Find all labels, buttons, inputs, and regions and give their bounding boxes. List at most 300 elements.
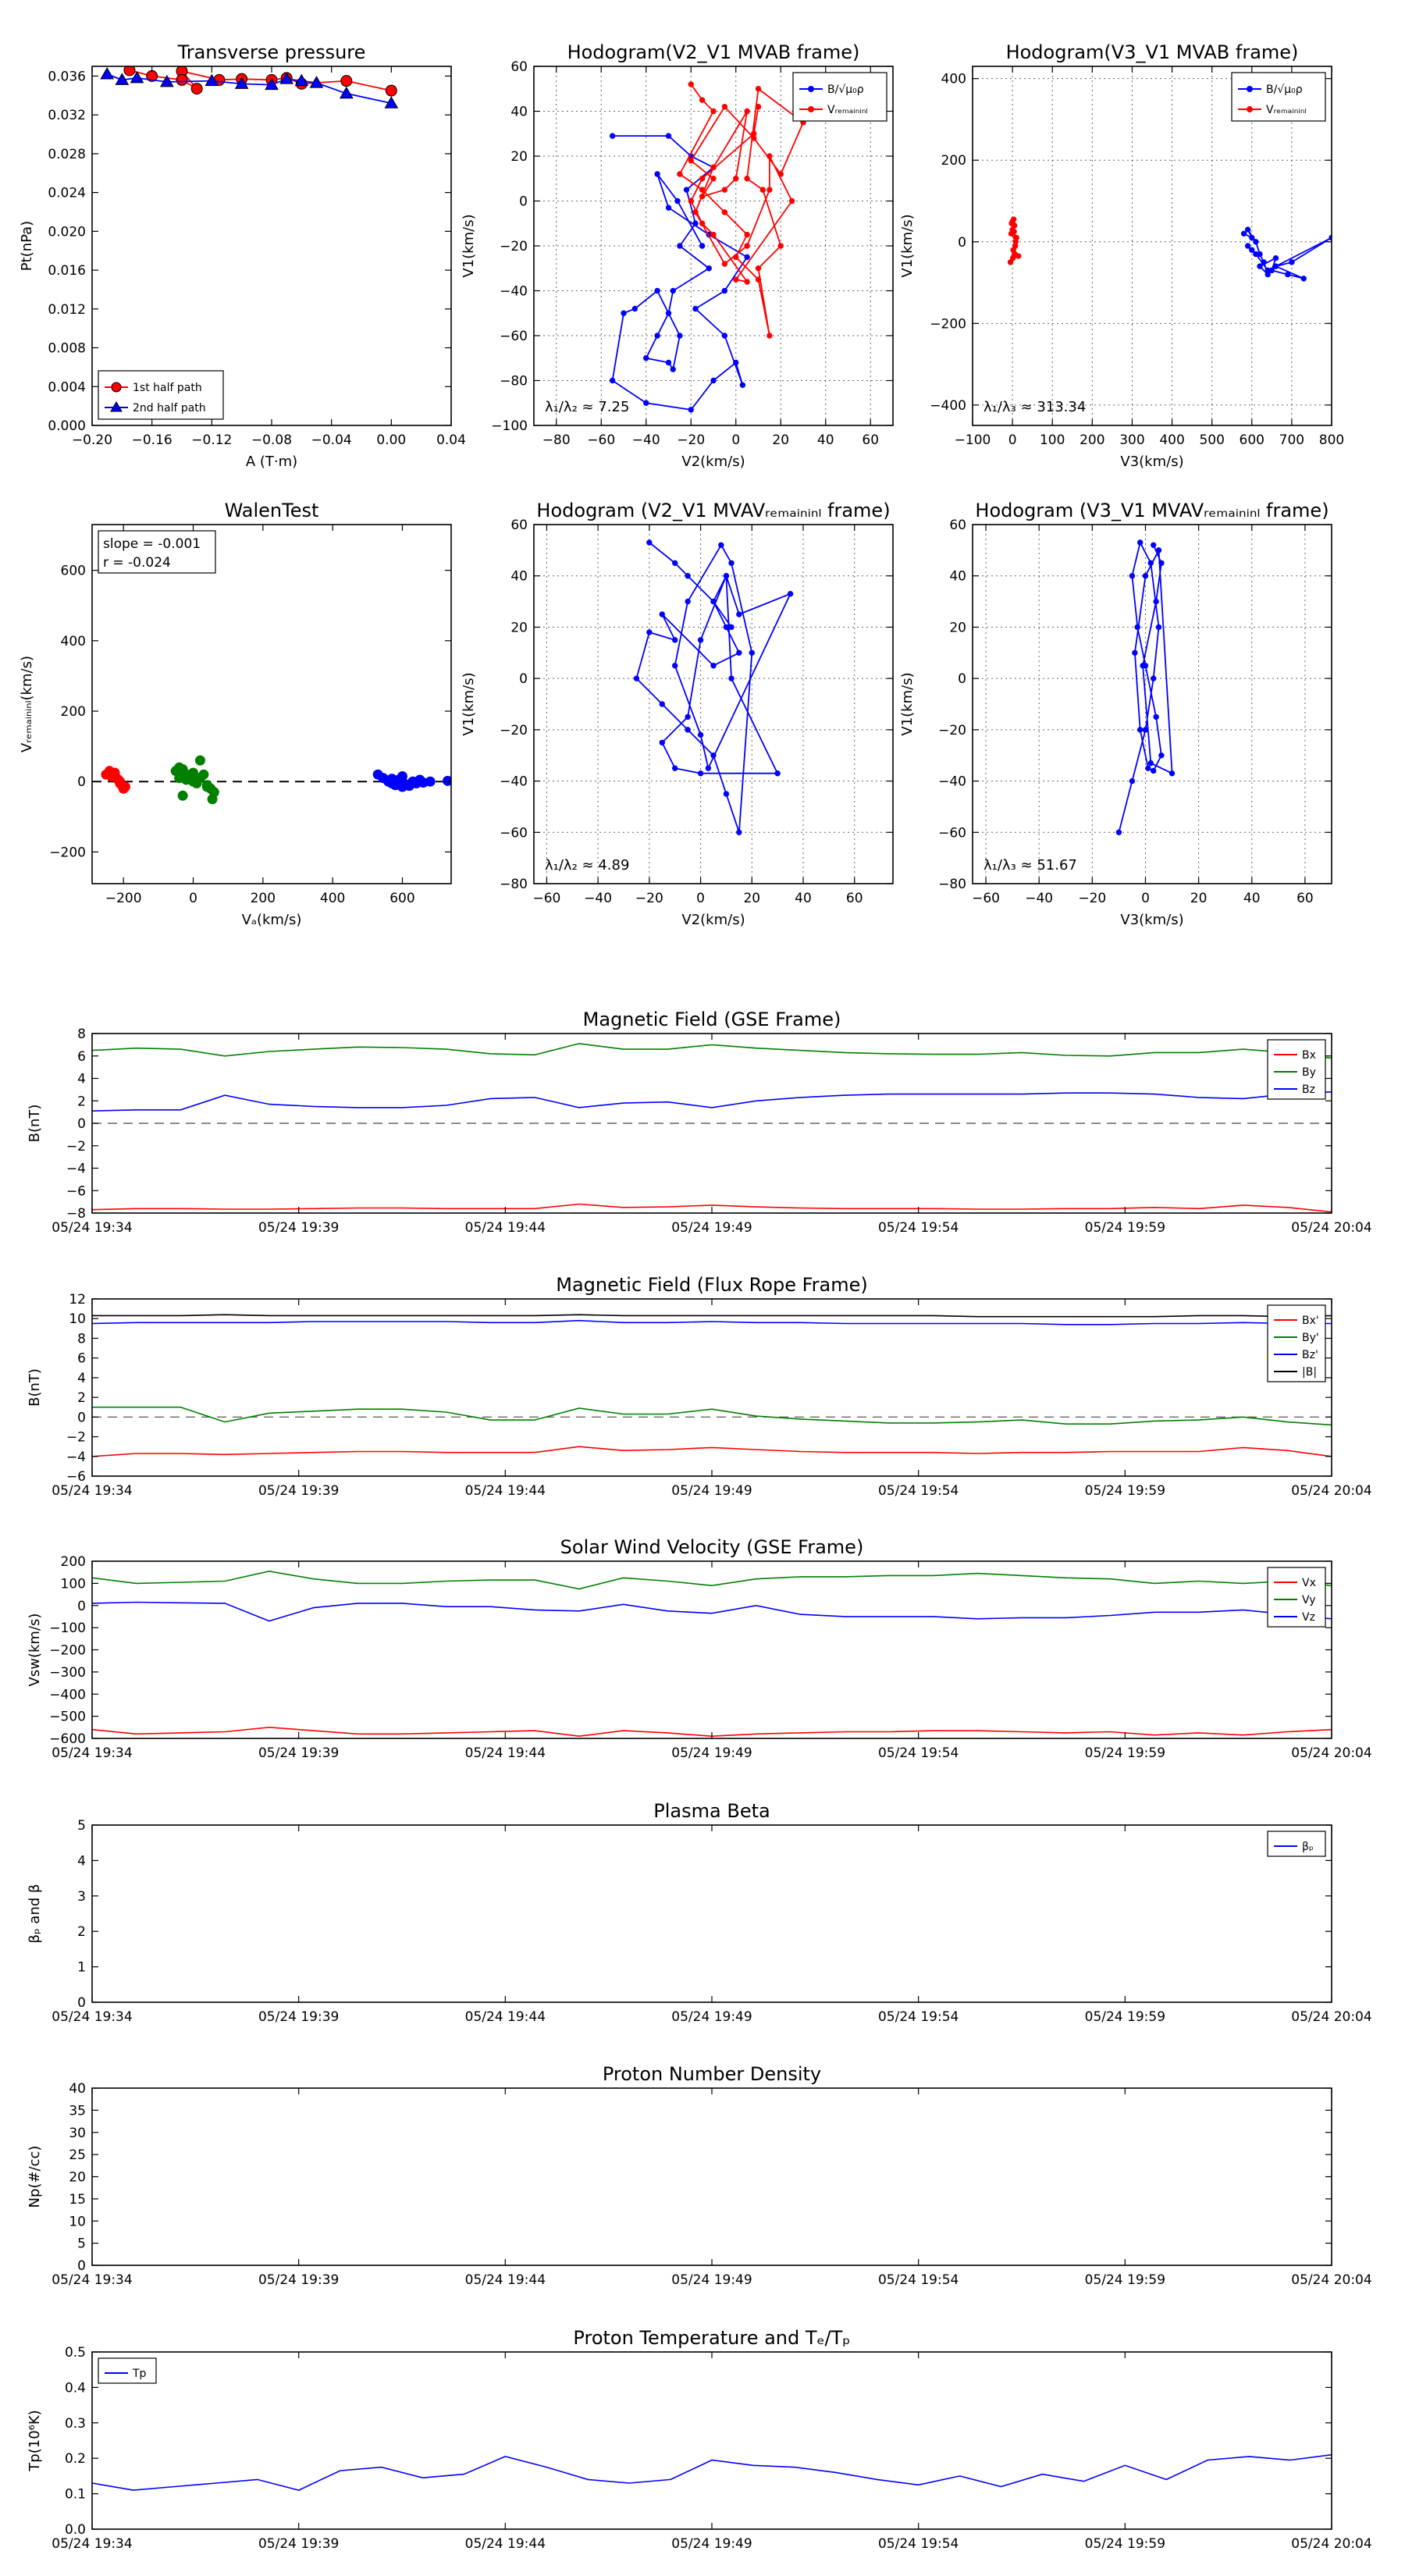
data-point	[734, 277, 738, 282]
series-line-2	[92, 1603, 1332, 1621]
series-line-2	[92, 1092, 1332, 1111]
data-point	[711, 232, 716, 237]
data-point	[208, 795, 217, 804]
legend-label: By	[1302, 1066, 1316, 1079]
chart-title: Hodogram (V2_V1 MVAVᵣₑₘₐᵢₙᵢₙₗ frame)	[536, 500, 891, 521]
y-tick-label: 40	[69, 2081, 86, 2097]
data-point	[610, 133, 614, 138]
data-point	[673, 560, 678, 565]
data-point	[199, 770, 208, 779]
data-point	[724, 624, 728, 629]
series-line-0	[92, 1446, 1332, 1457]
y-axis-label: βₚ and β	[27, 1884, 43, 1944]
y-tick-label: 6	[77, 1350, 86, 1367]
ts5-chart	[27, 2063, 1372, 2288]
data-point	[670, 367, 675, 372]
data-point	[1250, 247, 1254, 252]
data-point	[1148, 760, 1153, 765]
y-tick-label: −400	[49, 1687, 86, 1703]
data-point	[734, 254, 738, 259]
y-tick-label: 40	[510, 568, 528, 585]
data-point	[729, 624, 734, 629]
data-point	[752, 131, 756, 136]
x-tick-label: −40	[631, 432, 660, 448]
series-group	[1116, 540, 1175, 835]
series-group	[92, 1571, 1332, 1736]
data-point	[1129, 778, 1134, 783]
data-point	[1151, 543, 1156, 547]
x-tick-label: 05/24 19:49	[671, 2536, 752, 2552]
legend-marker	[1247, 87, 1253, 92]
x-tick-label: 200	[1080, 432, 1105, 448]
data-point	[706, 266, 711, 271]
legend-frame	[98, 2358, 156, 2383]
legend-label: Vᵣₑₘₐᵢₙᵢₙₗ	[827, 104, 868, 116]
ts3-chart	[27, 1536, 1372, 1761]
y-tick-label: 200	[941, 153, 966, 169]
h4-chart	[899, 500, 1332, 928]
data-point	[1241, 231, 1246, 236]
y-tick-label: −500	[49, 1709, 86, 1725]
data-point	[202, 782, 212, 792]
data-point	[1273, 264, 1278, 269]
data-point	[749, 650, 754, 655]
data-point	[1151, 676, 1156, 681]
x-tick-label: −80	[542, 432, 571, 448]
x-tick-label: 05/24 19:59	[1084, 2009, 1166, 2025]
data-point	[740, 382, 745, 387]
x-tick-label: 05/24 19:49	[671, 2009, 752, 2025]
y-tick-label: 0.0	[64, 2522, 86, 2538]
x-tick-label: −60	[532, 891, 561, 906]
x-tick-label: 05/24 19:44	[464, 1745, 546, 1761]
chart-legend	[1268, 1831, 1325, 1856]
y-tick-label: 2	[77, 1390, 86, 1407]
data-point	[734, 360, 738, 365]
legend-label: Vx	[1302, 1577, 1316, 1589]
x-tick-label: 600	[389, 891, 415, 906]
y-tick-label: 10	[69, 1311, 86, 1328]
y-tick-label: 0	[958, 234, 966, 251]
data-point	[1159, 753, 1164, 758]
y-tick-label: 0.008	[48, 340, 86, 357]
y-tick-label: 4	[77, 1853, 86, 1870]
series-line-0	[92, 2455, 1332, 2490]
x-tick-label: 05/24 19:49	[671, 1220, 752, 1236]
x-tick-label: 05/24 19:34	[52, 1220, 133, 1236]
data-point	[699, 187, 704, 192]
legend-label: B/√μ₀ρ	[1266, 84, 1303, 96]
ts6-chart	[27, 2327, 1372, 2552]
ts1-chart	[27, 1009, 1372, 1236]
data-point	[1289, 260, 1294, 265]
data-point	[176, 74, 187, 85]
data-point	[666, 205, 670, 210]
y-tick-label: −100	[49, 1621, 86, 1637]
legend-label: Vᵣₑₘₐᵢₙᵢₙₗ	[1266, 104, 1307, 116]
y-tick-label: 200	[60, 704, 86, 720]
y-axis-label: B(nT)	[27, 1104, 43, 1143]
x-tick-label: 05/24 19:44	[464, 1220, 546, 1236]
series-group	[634, 540, 793, 835]
y-axis-label: V1(km/s)	[899, 672, 916, 736]
data-point	[644, 400, 649, 405]
x-tick-label: 60	[845, 891, 863, 906]
data-point	[737, 830, 742, 834]
data-point	[724, 574, 728, 578]
data-point	[670, 288, 675, 293]
data-point	[778, 244, 783, 248]
x-tick-label: 400	[1159, 432, 1185, 448]
data-point	[675, 198, 680, 203]
data-point	[711, 176, 716, 181]
x-tick-label: 700	[1279, 432, 1305, 448]
data-point	[722, 210, 727, 215]
data-point	[711, 599, 716, 603]
x-tick-label: 05/24 19:59	[1084, 1220, 1166, 1236]
x-tick-label: −0.16	[131, 432, 173, 448]
data-point	[340, 87, 353, 98]
ts2-chart	[27, 1274, 1372, 1499]
data-point	[722, 333, 727, 338]
x-tick-label: 0.04	[436, 432, 466, 448]
data-point	[678, 172, 682, 176]
data-point	[1137, 540, 1142, 545]
data-point	[745, 254, 749, 259]
data-point	[655, 172, 660, 176]
y-tick-label: 100	[60, 1576, 86, 1592]
series-line-1	[92, 1407, 1332, 1425]
data-point	[175, 774, 184, 783]
data-point	[756, 105, 760, 109]
data-point	[767, 333, 772, 338]
x-tick-label: 05/24 20:04	[1291, 2272, 1372, 2288]
data-point	[1143, 728, 1147, 732]
chart-legend	[1232, 73, 1325, 121]
data-point	[101, 68, 113, 79]
x-tick-label: 05/24 19:44	[464, 2272, 546, 2288]
data-point	[647, 540, 652, 545]
x-axis-label: V2(km/s)	[681, 912, 745, 928]
x-tick-label: −0.08	[251, 432, 293, 448]
x-tick-label: 05/24 19:39	[258, 2272, 340, 2288]
y-tick-label: 400	[60, 633, 86, 649]
plot-frame	[92, 2352, 1332, 2529]
x-tick-label: 05/24 19:34	[52, 1745, 133, 1761]
x-tick-label: 05/24 19:44	[464, 2536, 546, 2552]
x-tick-label: 05/24 19:59	[1084, 1483, 1166, 1499]
data-point	[756, 87, 760, 91]
legend-label: By'	[1302, 1332, 1319, 1344]
y-tick-label: −40	[500, 774, 528, 790]
y-tick-label: 8	[77, 1026, 86, 1042]
data-point	[666, 133, 670, 138]
x-tick-label: 05/24 19:44	[464, 1483, 546, 1499]
data-point	[756, 266, 760, 271]
data-point	[698, 732, 702, 737]
data-point	[1009, 221, 1014, 226]
data-point	[737, 650, 742, 655]
y-tick-label: −40	[500, 283, 528, 300]
y-axis-label: V1(km/s)	[899, 214, 916, 278]
y-axis-label: Vᵣₑₘₐᵢₙᵢₙₗ(km/s)	[19, 656, 35, 753]
y-tick-label: 60	[949, 518, 966, 533]
data-point	[729, 676, 734, 681]
data-point	[685, 599, 690, 603]
x-tick-label: 20	[772, 432, 790, 448]
y-tick-label: 0	[77, 774, 86, 791]
data-point	[1012, 244, 1017, 248]
data-point	[788, 592, 792, 596]
x-axis-label: V2(km/s)	[681, 454, 745, 470]
series-line-3	[92, 1315, 1332, 1317]
chart-title: Plasma Beta	[653, 1800, 770, 1822]
y-tick-label: −200	[930, 316, 966, 333]
data-point	[1254, 251, 1258, 256]
data-point	[673, 638, 678, 642]
x-tick-label: 05/24 19:39	[258, 1745, 340, 1761]
data-point	[178, 791, 187, 800]
data-point	[1254, 240, 1258, 244]
y-tick-label: 5	[77, 1818, 86, 1834]
x-tick-label: 0.00	[376, 432, 407, 448]
data-point	[711, 378, 716, 382]
data-point	[1257, 264, 1262, 269]
data-point	[108, 770, 118, 779]
data-point	[1014, 235, 1019, 240]
y-tick-label: 6	[77, 1048, 86, 1065]
y-tick-label: 8	[77, 1331, 86, 1347]
data-point	[688, 198, 693, 203]
x-tick-label: 05/24 19:49	[671, 2272, 752, 2288]
data-point	[1146, 766, 1151, 770]
data-point	[1273, 255, 1278, 260]
legend-frame	[1268, 1567, 1325, 1627]
chart-title: Proton Number Density	[602, 2063, 822, 2085]
data-point	[678, 333, 682, 338]
data-point	[1169, 771, 1174, 776]
x-tick-label: 40	[1243, 891, 1261, 906]
x-tick-label: −20	[1078, 891, 1107, 906]
data-point	[660, 740, 664, 745]
x-tick-label: −40	[584, 891, 613, 906]
y-axis-label: Pt(nPa)	[19, 220, 35, 272]
series-group	[101, 65, 397, 108]
y-tick-label: 10	[69, 2214, 86, 2230]
legend-label: |B|	[1302, 1366, 1318, 1379]
data-point	[699, 194, 704, 199]
y-tick-label: −300	[49, 1664, 86, 1681]
series-line-1	[680, 84, 803, 336]
legend-marker	[1247, 107, 1253, 112]
chart-title: Magnetic Field (GSE Frame)	[582, 1009, 841, 1030]
x-axis-label: A (T·m)	[245, 454, 298, 470]
data-point	[1250, 235, 1254, 240]
y-tick-label: −60	[500, 825, 528, 841]
data-point	[693, 221, 698, 226]
x-tick-label: 400	[319, 891, 346, 906]
y-tick-label: 40	[949, 568, 966, 585]
chart-title: Hodogram(V3_V1 MVAB frame)	[1005, 41, 1299, 63]
chart-legend	[98, 2358, 156, 2383]
series-line-1	[92, 1571, 1332, 1589]
data-point	[724, 792, 728, 796]
x-tick-label: 60	[862, 432, 880, 448]
data-point	[737, 612, 742, 617]
series-group	[610, 82, 806, 412]
x-tick-label: 05/24 19:39	[258, 2536, 340, 2552]
data-point	[1156, 624, 1161, 629]
x-tick-label: −0.20	[71, 432, 113, 448]
series-line-0	[636, 543, 790, 832]
plot-frame	[92, 525, 451, 884]
data-point	[1129, 574, 1134, 578]
x-tick-label: 05/24 19:34	[52, 2272, 133, 2288]
x-tick-label: 05/24 19:34	[52, 2009, 133, 2025]
data-point	[1010, 255, 1015, 260]
chart-title: Proton Temperature and Tₑ/Tₚ	[573, 2327, 851, 2349]
x-tick-label: 0	[1008, 432, 1017, 448]
legend-label: Tp	[133, 2368, 147, 2380]
y-tick-label: 0.4	[64, 2380, 86, 2396]
chart-title: Magnetic Field (Flux Rope Frame)	[556, 1274, 868, 1296]
y-tick-label: 200	[60, 1554, 86, 1570]
y-tick-label: 0.2	[64, 2451, 86, 2467]
y-tick-label: −100	[491, 418, 528, 434]
x-axis-label: V3(km/s)	[1120, 454, 1184, 470]
eigenvalue-ratio-annotation: λ₁/λ₂ ≈ 7.25	[545, 399, 630, 415]
data-point	[1133, 650, 1137, 655]
legend-label: Bx	[1302, 1049, 1316, 1062]
series-group	[101, 756, 453, 804]
data-point	[767, 187, 772, 192]
y-tick-label: 0	[519, 671, 528, 688]
y-tick-label: 0.012	[48, 301, 86, 318]
data-point	[621, 311, 626, 315]
x-tick-label: 05/24 19:54	[877, 1483, 959, 1499]
y-tick-label: 0.028	[48, 146, 86, 162]
legend-label: 2nd half path	[133, 402, 206, 415]
x-tick-label: 05/24 19:34	[52, 1483, 133, 1499]
chart-legend	[1268, 1567, 1325, 1627]
data-point	[1012, 229, 1016, 234]
data-point	[1148, 560, 1153, 565]
x-tick-label: 05/24 19:54	[877, 2536, 959, 2552]
y-tick-label: 0.5	[64, 2345, 86, 2361]
data-point	[756, 277, 760, 282]
legend-label: Bx'	[1302, 1315, 1319, 1327]
data-point	[729, 560, 734, 565]
y-tick-label: 2	[77, 1094, 86, 1110]
data-point	[778, 172, 783, 176]
y-tick-label: −4	[66, 1161, 86, 1177]
y-tick-label: −6	[66, 1469, 86, 1485]
data-point	[1154, 599, 1158, 603]
h1-chart	[461, 41, 893, 470]
data-point	[745, 244, 749, 248]
y-tick-label: 0.016	[48, 263, 86, 279]
y-tick-label: 0	[77, 1116, 86, 1132]
chart-legend	[1268, 1040, 1325, 1099]
x-tick-label: −40	[1025, 891, 1054, 906]
y-tick-label: 20	[69, 2169, 86, 2186]
data-point	[660, 612, 664, 617]
data-point	[688, 158, 693, 163]
legend-label: Vy	[1302, 1594, 1316, 1606]
y-axis-label: Vsw(km/s)	[27, 1613, 43, 1687]
x-tick-label: 05/24 19:49	[671, 1745, 752, 1761]
y-tick-label: −60	[500, 329, 528, 344]
chart-legend	[98, 371, 223, 419]
data-point	[1116, 830, 1121, 834]
data-point	[698, 771, 702, 776]
eigenvalue-ratio-annotation: λ₁/λ₃ ≈ 313.34	[984, 399, 1087, 415]
data-point	[684, 187, 688, 192]
y-tick-label: 1	[77, 1959, 86, 1976]
data-point	[699, 98, 704, 102]
data-point	[1159, 560, 1164, 565]
y-tick-label: −200	[49, 845, 86, 861]
chart-title: Hodogram(V2_V1 MVAB frame)	[567, 41, 860, 63]
y-tick-label: 60	[510, 59, 528, 75]
y-tick-label: −20	[500, 722, 528, 738]
data-point	[789, 198, 794, 203]
plot-frame	[92, 1561, 1332, 1738]
chart-title: WalenTest	[224, 500, 319, 521]
data-point	[711, 109, 716, 113]
data-point	[1154, 714, 1158, 719]
data-point	[660, 702, 664, 706]
data-point	[706, 766, 710, 770]
y-tick-label: 0.3	[64, 2415, 86, 2432]
x-tick-label: 40	[816, 432, 834, 448]
y-tick-label: −4	[66, 1449, 86, 1465]
series-group	[92, 2455, 1332, 2490]
y-tick-label: 0	[77, 1410, 86, 1426]
y-tick-label: −8	[66, 1206, 86, 1222]
walen-chart	[19, 500, 453, 928]
data-point	[673, 664, 678, 668]
x-axis-label: Vₐ(km/s)	[241, 912, 302, 928]
eigenvalue-ratio-annotation: λ₁/λ₂ ≈ 4.89	[545, 857, 630, 873]
data-point	[688, 407, 693, 412]
data-point	[647, 630, 652, 635]
data-point	[722, 262, 727, 266]
plot-frame	[92, 1825, 1332, 2002]
y-tick-label: −2	[66, 1138, 86, 1155]
x-tick-label: −0.04	[311, 432, 352, 448]
x-tick-label: 20	[1190, 891, 1208, 906]
y-tick-label: 0.020	[48, 224, 86, 240]
data-point	[760, 187, 765, 192]
x-tick-label: 0	[1141, 891, 1150, 906]
x-tick-label: 05/24 19:34	[52, 2536, 133, 2552]
legend-label: Bz'	[1302, 1349, 1318, 1361]
y-axis-label: Tp(10⁶K)	[27, 2410, 43, 2471]
data-point	[693, 306, 698, 311]
y-axis-label: Np(#/cc)	[27, 2145, 43, 2208]
y-tick-label: 20	[949, 620, 966, 636]
y-tick-label: −80	[500, 877, 528, 892]
data-point	[699, 244, 704, 248]
data-point	[711, 165, 716, 169]
data-point	[655, 333, 660, 338]
x-tick-label: −200	[105, 891, 142, 906]
data-point	[425, 777, 435, 786]
data-point	[191, 84, 202, 94]
chart-legend	[1268, 1305, 1325, 1382]
y-tick-label: 30	[69, 2125, 86, 2141]
